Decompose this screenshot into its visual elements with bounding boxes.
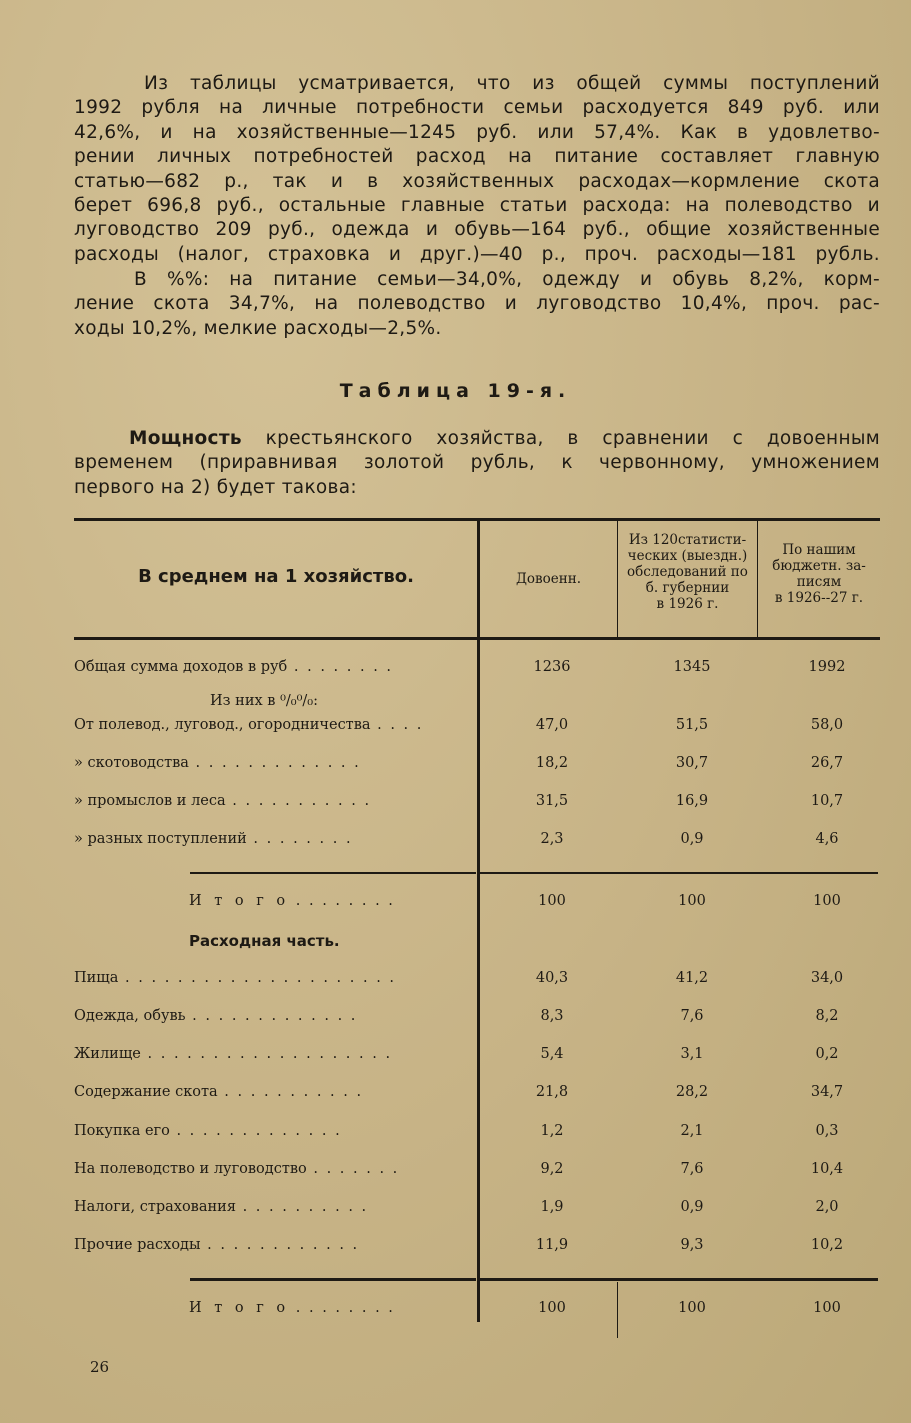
- table-cell: 100: [678, 1300, 706, 1316]
- table-row-label: [74, 1123, 474, 1139]
- table-cell: 100: [813, 1300, 841, 1316]
- header-col-ours-line: По нашим: [782, 542, 856, 558]
- table-row-label: [74, 1046, 474, 1062]
- table-cell: 9,3: [680, 1237, 704, 1253]
- row-leader-dots: . . . . . . . . . . . . . . . . . . .: [140, 1046, 393, 1062]
- intro-line-2: временем (приравнивая золотой рубль, к червонному, умножением: [74, 452, 880, 474]
- table-cell: 10,7: [810, 793, 844, 809]
- table-cell: 47,0: [535, 717, 569, 733]
- table-cell: 100: [813, 893, 841, 909]
- row-leader-dots: . . . . . . . . . . . .: [200, 1237, 360, 1253]
- row-label-text: Прочие расходы: [74, 1237, 201, 1253]
- row-leader-dots: . . . . . . . . . . .: [217, 1084, 364, 1100]
- table-row-label: [74, 1084, 474, 1100]
- row-leader-dots: . . . . . . . .: [289, 893, 395, 909]
- income-sum-rule-right: [480, 872, 878, 874]
- table-cell: 8,2: [815, 1008, 839, 1024]
- table-row-label: [74, 717, 474, 733]
- row-label-text: Содержание скота: [74, 1084, 218, 1100]
- table-cell: 2,0: [815, 1199, 839, 1215]
- p2-line: ходы 10,2%, мелкие расходы—2,5%.: [74, 317, 442, 339]
- row-label-text: Налоги, страхования: [74, 1199, 236, 1215]
- header-col-stat-line: ческих (выездн.): [627, 548, 748, 564]
- table-row-label: [74, 793, 474, 809]
- table-row-label: [74, 970, 474, 986]
- row-label-text: И т о г о: [189, 893, 290, 909]
- table-cell: 7,6: [680, 1161, 704, 1177]
- table-intro: [74, 427, 880, 500]
- row-label-text: Жилище: [74, 1046, 141, 1062]
- income-sum-rule: [190, 872, 476, 874]
- p1-line: Из таблицы усматривается, что из общей суммы поступлений: [144, 73, 880, 94]
- header-col-ours-line: бюджетн. за-: [772, 558, 866, 574]
- p1-line: луговодство 209 руб., одежда и обувь—164 руб., общие хозяйственные: [74, 219, 880, 241]
- table-cell: 30,7: [675, 755, 709, 771]
- table-cell: 51,5: [675, 717, 709, 733]
- intro-bold-word: Мощность: [129, 428, 242, 449]
- intro-line-1: [74, 427, 880, 451]
- header-col-ours: [758, 542, 880, 606]
- table-cell: 3,1: [680, 1046, 704, 1062]
- row-label-text: От полевод., луговод., огородничества: [74, 717, 371, 733]
- table-cell: 11,9: [535, 1237, 569, 1253]
- table-cell: 5,4: [540, 1046, 564, 1062]
- table-cell: 34,7: [810, 1084, 844, 1100]
- row-label-text: » скотоводства: [74, 755, 189, 771]
- row-leader-dots: . . . . . . . .: [289, 1300, 395, 1316]
- p2-line: ление скота 34,7%, на полеводство и луговодство 10,4%, проч. рас-: [74, 293, 880, 315]
- row-leader-dots: . . . . . . . .: [287, 659, 394, 675]
- row-leader-dots: . . . . . . . . . . . . .: [169, 1123, 342, 1139]
- table-cell: 1992: [808, 659, 846, 675]
- intro-line-3: первого на 2) будет такова:: [74, 476, 357, 498]
- header-col-stat-line: Из 120статисти-: [628, 532, 747, 548]
- header-col-ours-line: в 1926--27 г.: [774, 590, 864, 606]
- table-cell: 2,1: [680, 1123, 704, 1139]
- table-row-label: [74, 831, 474, 847]
- table-cell: 1236: [533, 659, 571, 675]
- header-main: В среднем на 1 хозяйство.: [138, 566, 414, 587]
- row-label-text: Из них в ⁰/₀⁰/₀:: [210, 693, 318, 709]
- subheading-percent: [74, 693, 454, 709]
- row-leader-dots: . . . . . . . . . . .: [225, 793, 372, 809]
- table-cell: 34,0: [810, 970, 844, 986]
- table-cell: 1,9: [540, 1199, 564, 1215]
- row-leader-dots: . . . . . . .: [306, 1161, 400, 1177]
- table-row-label: [74, 1008, 474, 1024]
- row-leader-dots: . . . . . . . . . . . . . . . . . . . . .: [118, 970, 397, 986]
- table-cell: 28,2: [675, 1084, 709, 1100]
- row-label-text: Покупка его: [74, 1123, 170, 1139]
- table-cell: 21,8: [535, 1084, 569, 1100]
- p1-line: берет 696,8 руб., остальные главные статьи расхода: на полеводство и: [74, 195, 880, 217]
- row-label-text: И т о г о: [189, 1300, 290, 1316]
- table-cell: 0,2: [815, 1046, 839, 1062]
- table-cell: 10,2: [810, 1237, 844, 1253]
- table-cell: 100: [538, 893, 566, 909]
- expense-heading: [74, 932, 474, 950]
- row-label-text: Одежда, обувь: [74, 1008, 186, 1024]
- table-cell: 9,2: [540, 1161, 564, 1177]
- table-row-label: [74, 659, 474, 675]
- table-cell: 2,3: [540, 831, 564, 847]
- table-row-label: [74, 1199, 474, 1215]
- table-cell: 26,7: [810, 755, 844, 771]
- table-cell: 1,2: [540, 1123, 564, 1139]
- p1-line: расходы (налог, страховка и друг.)—40 р., проч. расходы—181 рубль.: [74, 243, 880, 265]
- table-cell: 100: [678, 893, 706, 909]
- p1-line: статью—682 р., так и в хозяйственных расходах—кормление скота: [74, 170, 880, 192]
- expense-sum-rule: [190, 1278, 476, 1281]
- row-label-text: Расходная часть.: [189, 932, 340, 950]
- row-label-text: » промыслов и леса: [74, 793, 226, 809]
- table-cell: 8,3: [540, 1008, 564, 1024]
- table-cell: 18,2: [535, 755, 569, 771]
- p1-line: 42,6%, и на хозяйственные—1245 руб. или 57,4%. Как в удовлетво-: [74, 121, 880, 143]
- table-cell: 10,4: [810, 1161, 844, 1177]
- header-col-stat-line: б. губернии: [645, 580, 730, 596]
- row-label-text: На полеводство и луговодство: [74, 1161, 307, 1177]
- table-cell: 40,3: [535, 970, 569, 986]
- table-cell: 58,0: [810, 717, 844, 733]
- row-leader-dots: . . . . . . . . . . . . .: [185, 1008, 358, 1024]
- table-row-label: [74, 1161, 474, 1177]
- table-cell: 0,9: [680, 831, 704, 847]
- row-leader-dots: . . . .: [370, 717, 424, 733]
- p1-line: рении личных потребностей расход на питание составляет главную: [74, 146, 880, 168]
- table-cell: 7,6: [680, 1008, 704, 1024]
- header-col-ours-line: писям: [796, 574, 842, 590]
- table-title: Таблица 19-я.: [339, 380, 572, 402]
- page-number: 26: [90, 1358, 110, 1376]
- col-divider-main: [477, 520, 480, 1322]
- table-cell: 31,5: [535, 793, 569, 809]
- paragraph-1: [74, 72, 880, 267]
- row-label-text: Пища: [74, 970, 119, 986]
- intro-line-1-rest: крестьянского хозяйства, в сравнении с довоенным: [241, 428, 880, 449]
- table-cell: 100: [538, 1300, 566, 1316]
- paragraph-2: [74, 268, 880, 341]
- p1-line: 1992 рубля на личные потребности семьи расходуется 849 руб. или: [74, 97, 880, 119]
- header-col-stat: [618, 532, 757, 612]
- table-cell: 0,9: [680, 1199, 704, 1215]
- table-cell: 0,3: [815, 1123, 839, 1139]
- p2-line: В %%: на питание семьи—34,0%, одежду и обувь 8,2%, корм-: [134, 269, 880, 290]
- row-leader-dots: . . . . . . . .: [246, 831, 353, 847]
- total-income-label: [74, 893, 474, 909]
- table-cell: 1345: [673, 659, 711, 675]
- total-expense-label: [74, 1300, 474, 1316]
- table-row-label: [74, 1237, 474, 1253]
- expense-sum-rule-right: [480, 1278, 878, 1281]
- row-leader-dots: . . . . . . . . . .: [235, 1199, 369, 1215]
- header-col-prewar: Довоенн.: [515, 571, 582, 587]
- table-cell: 16,9: [675, 793, 709, 809]
- header-col-stat-line: в 1926 г.: [656, 596, 719, 612]
- row-leader-dots: . . . . . . . . . . . . .: [188, 755, 361, 771]
- row-label-text: » разных поступлений: [74, 831, 247, 847]
- table-cell: 4,6: [815, 831, 839, 847]
- col-divider-1-lower: [617, 1282, 618, 1338]
- row-label-text: Общая сумма доходов в руб: [74, 659, 288, 675]
- header-col-stat-line: обследований по: [627, 564, 748, 580]
- table-row-label: [74, 755, 474, 771]
- table-cell: 41,2: [675, 970, 709, 986]
